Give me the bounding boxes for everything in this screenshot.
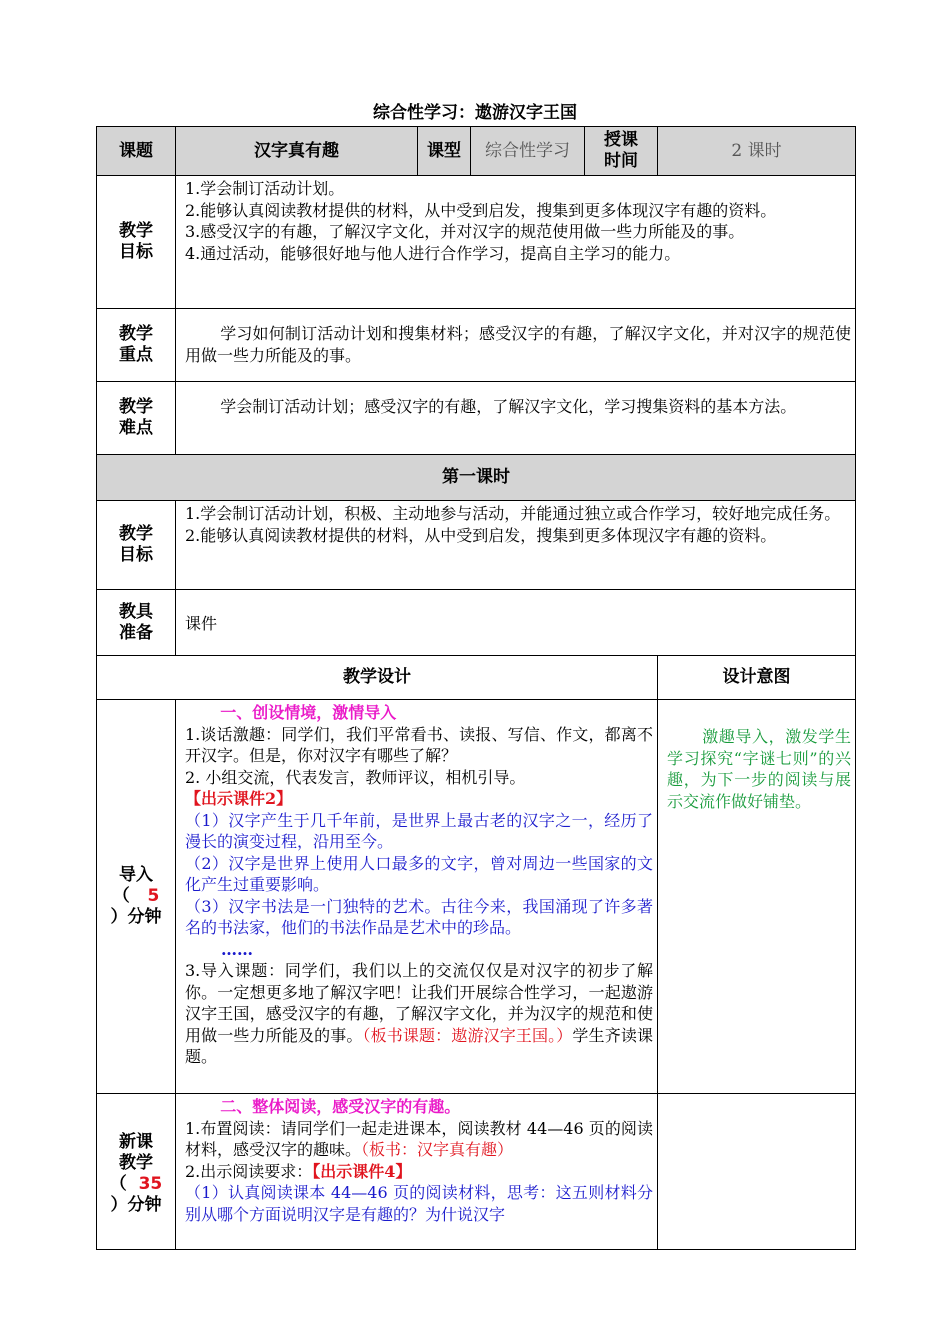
key-points-label: 教学 重点 — [97, 309, 176, 382]
type-value: 综合性学习 — [471, 127, 585, 176]
intro-row — [97, 700, 856, 1094]
difficulties-row — [97, 382, 856, 455]
design-column-header: 教学设计 — [97, 656, 658, 700]
intro-heading: 一、创设情境，激情导入 — [220, 703, 397, 722]
key-points-row — [97, 309, 856, 382]
lesson1-goals-row — [97, 501, 856, 590]
topic-value: 汉字真有趣 — [176, 127, 418, 176]
time-label: 授课 时间 — [585, 127, 658, 176]
goal-line: 2.能够认真阅读教材提供的材料，从中受到启发，搜集到更多体现汉字有趣的资料。 — [185, 525, 777, 545]
header-row — [97, 127, 856, 176]
intro-label: 导入 （ 5 ）分钟 — [97, 700, 176, 1094]
goals-content — [176, 176, 856, 309]
difficulties-label: 教学 难点 — [97, 382, 176, 455]
goal-line: 2.能够认真阅读教材提供的材料，从中受到启发，搜集到更多体现汉字有趣的资料。 — [185, 200, 777, 220]
new-lesson-minutes: 35 — [138, 1174, 163, 1194]
key-points-content: 学习如何制订活动计划和搜集材料；感受汉字的有趣，了解汉字文化，并对汉字的规范使用做一些力所能及的事。 — [176, 309, 856, 382]
lesson1-heading: 第一课时 — [97, 455, 856, 501]
new-lesson-content: 二、整体阅读，感受汉字的有趣。 1.布置阅读：请同学们一起走进课本，阅读教材 44—46 页的阅读材料，感受汉字的趣味。（板书：汉字真有趣） 2.出示阅读要求：【出示课件4】 （1）认真阅读课本 44—46 页的阅读材料，思考：这五则材料分别从哪个方面说明汉字是有趣的？为什说汉字 — [176, 1094, 658, 1250]
tools-content: 课件 — [176, 590, 856, 656]
goal-line: 1.学会制订活动计划，积极、主动地参与活动，并能通过独立或合作学习，较好地完成任务。 — [185, 504, 841, 523]
lesson1-goals-content — [176, 501, 856, 590]
tools-label: 教具 准备 — [97, 590, 176, 656]
intro-intent: 激趣导入，激发学生学习探究“字谜七则”的兴趣，为下一步的阅读与展示交流作做好铺垫。 — [658, 700, 856, 1094]
lesson1-heading-row — [97, 455, 856, 501]
intro-minutes: 5 — [147, 886, 160, 906]
goals-row — [97, 176, 856, 309]
goal-line: 3.感受汉字的有趣，了解汉字文化，并对汉字的规范使用做一些力所能及的事。 — [185, 222, 745, 241]
intro-content: 一、创设情境，激情导入 1.谈话激趣：同学们，我们平常看书、读报、写信、作文，都离不开汉字。但是，你对汉字有哪些了解？ 2. 小组交流，代表发言，教师评议，相机引导。 【出示课件2】 （1）汉字产生于几千年前，是世界上最古老的汉字之一，经历了漫长的演变过程，沿用至今。 （2）汉字是世界上使用人口最多的文字，曾对周边一些国家的文化产生过重要影响。 （3）汉字书法是一门独特的艺术。古往今来，我国涌现了许多著名的书法家，他们的书法作品是艺术中的珍品。 …… 3.导入课题：同学们，我们以上的交流仅仅是对汉字的初步了解你。一定想更多地了解汉字吧！让我们开展综合性学习，一起遨游汉字王国，感受汉字的有趣，了解汉字文化，并为汉字的规范和使用做一些力所能及的事。（板书课题：遨游汉字王国。）学生齐读课题。 — [176, 700, 658, 1094]
design-header-row — [97, 656, 856, 700]
new-lesson-intent — [658, 1094, 856, 1250]
lesson-plan-table — [96, 126, 856, 1250]
goal-line: 4.通过活动，能够很好地与他人进行合作学习，提高自主学习的能力。 — [185, 243, 681, 263]
topic-label: 课题 — [97, 127, 176, 176]
new-lesson-label: 新课 教学 （ 35 ）分钟 — [97, 1094, 176, 1250]
new-lesson-row — [97, 1094, 856, 1250]
page-title: 综合性学习：遨游汉字王国 — [373, 103, 577, 123]
type-label: 课型 — [418, 127, 471, 176]
intent-column-header: 设计意图 — [658, 656, 856, 700]
lesson1-goals-label: 教学 目标 — [97, 501, 176, 590]
goals-label: 教学 目标 — [97, 176, 176, 309]
courseware-tag: 【出示课件2】 — [185, 789, 293, 808]
new-lesson-heading: 二、整体阅读，感受汉字的有趣。 — [220, 1097, 461, 1116]
tools-row — [97, 590, 856, 656]
difficulties-content: 学会制订活动计划；感受汉字的有趣，了解汉字文化，学习搜集资料的基本方法。 — [176, 382, 856, 455]
time-value: 2 课时 — [658, 127, 856, 176]
goal-line: 1.学会制订活动计划。 — [185, 179, 345, 198]
